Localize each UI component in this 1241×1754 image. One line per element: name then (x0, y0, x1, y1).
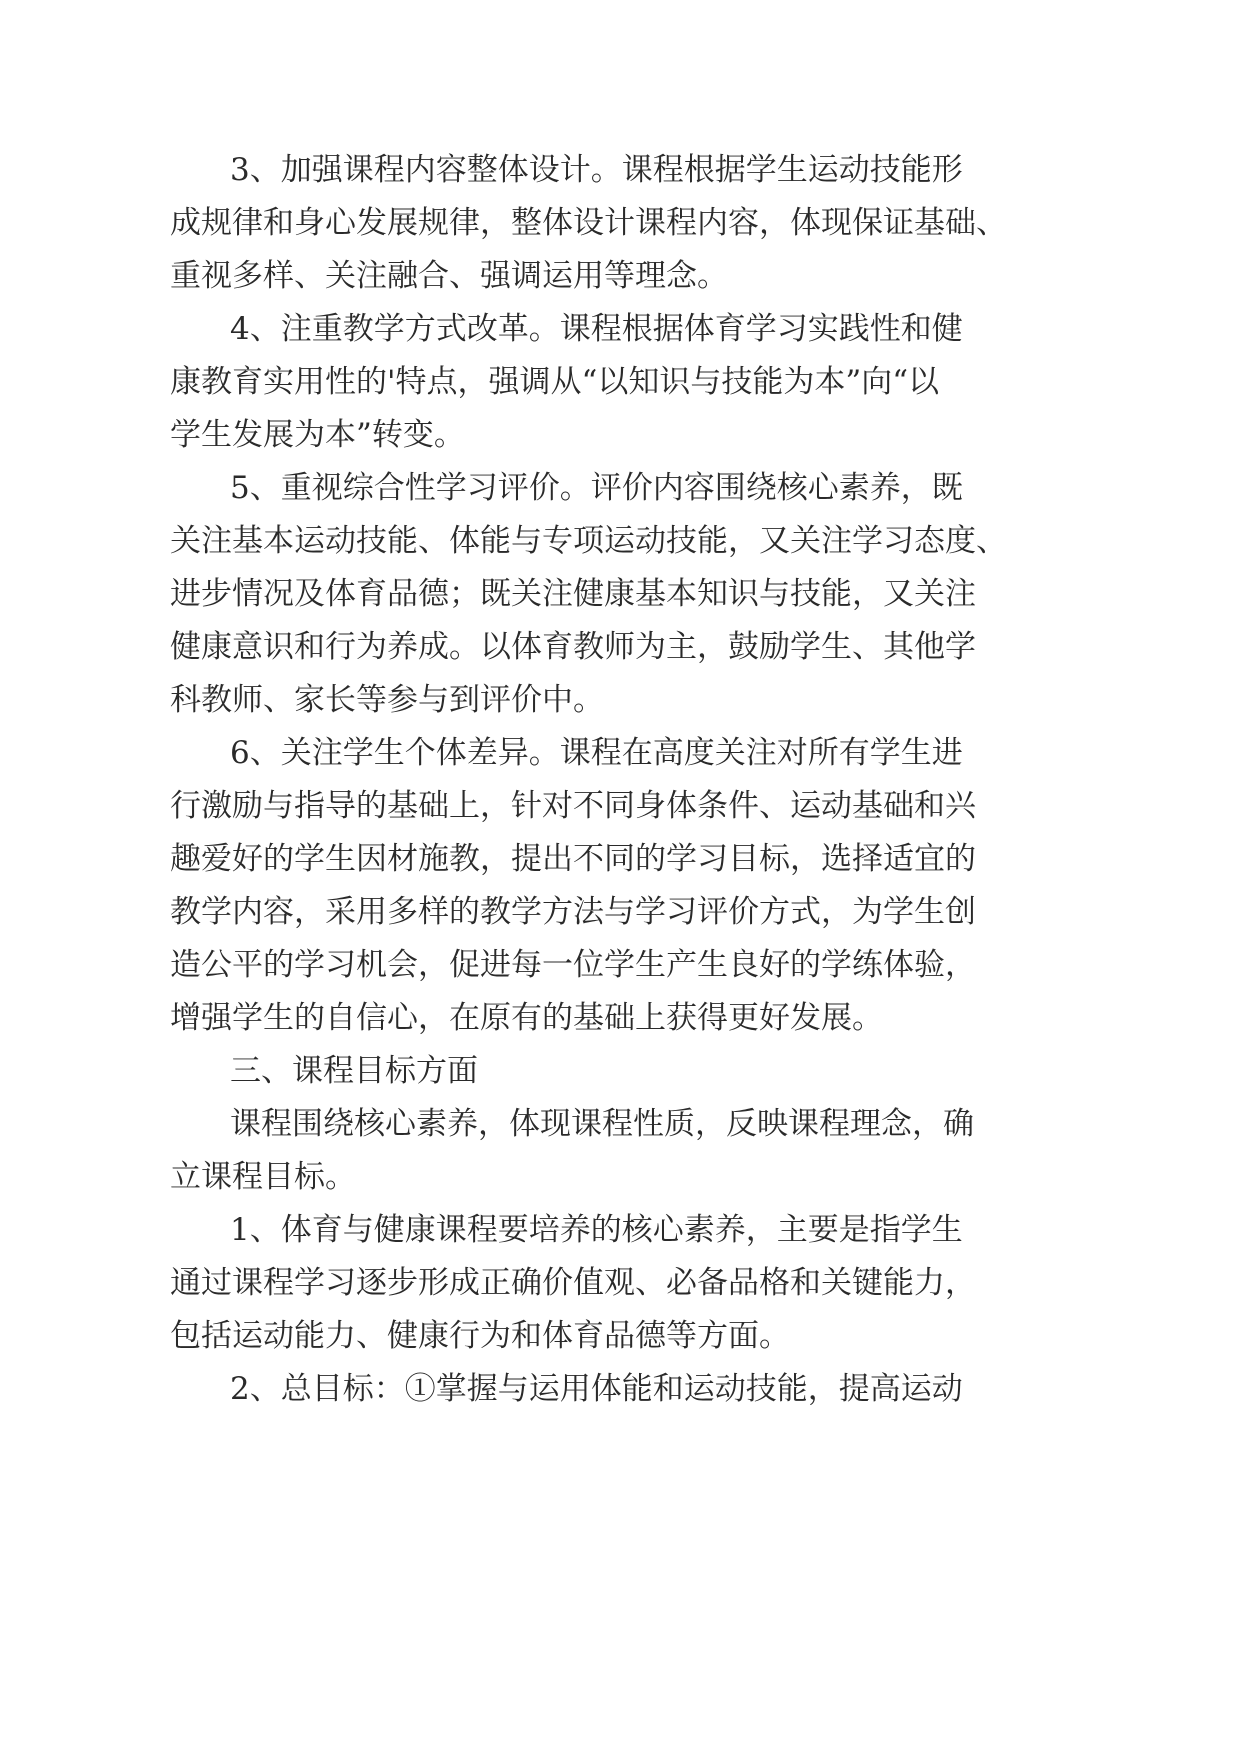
paragraph-3-line-3: 重视多样、关注融合、强调运用等理念。 (170, 258, 728, 294)
goal-1-line-1: 1、体育与健康课程要培养的核心素养，主要是指学生 (230, 1212, 963, 1248)
paragraph-4-line-3: 学生发展为本”转变。 (170, 417, 465, 453)
section-heading: 三、课程目标方面 (230, 1053, 478, 1089)
goal-1-line-3: 包括运动能力、健康行为和体育品德等方面。 (170, 1318, 790, 1354)
paragraph-6-line-3: 趣爱好的学生因材施教，提出不同的学习目标，选择适宜的 (170, 841, 976, 877)
goal-2-line-1: 2、总目标：①掌握与运用体能和运动技能，提高运动 (230, 1371, 963, 1407)
paragraph-5-line-5: 科教师、家长等参与到评价中。 (170, 682, 604, 718)
paragraph-6-line-5: 造公平的学习机会，促进每一位学生产生良好的学练体验， (170, 947, 976, 983)
paragraph-4-line-2: 康教育实用性的'特点，强调从“以知识与技能为本”向“以 (170, 364, 940, 400)
intro-line-1: 课程围绕核心素养，体现课程性质，反映课程理念，确 (230, 1106, 974, 1142)
paragraph-6-line-2: 行激励与指导的基础上，针对不同身体条件、运动基础和兴 (170, 788, 976, 824)
paragraph-6-line-1: 6、关注学生个体差异。课程在高度关注对所有学生进 (230, 735, 963, 771)
paragraph-5-line-4: 健康意识和行为养成。以体育教师为主，鼓励学生、其他学 (170, 629, 976, 665)
paragraph-6-line-4: 教学内容，采用多样的教学方法与学习评价方式，为学生创 (170, 894, 976, 930)
paragraph-5-line-1: 5、重视综合性学习评价。评价内容围绕核心素养，既 (230, 470, 963, 506)
intro-line-2: 立课程目标。 (170, 1159, 356, 1195)
paragraph-6-line-6: 增强学生的自信心，在原有的基础上获得更好发展。 (170, 1000, 883, 1036)
goal-1-line-2: 通过课程学习逐步形成正确价值观、必备品格和关键能力， (170, 1265, 976, 1301)
paragraph-5-line-2: 关注基本运动技能、体能与专项运动技能，又关注学习态度、 (170, 523, 1007, 559)
paragraph-3-line-1: 3、加强课程内容整体设计。课程根据学生运动技能形 (230, 152, 963, 188)
paragraph-4-line-1: 4、注重教学方式改革。课程根据体育学习实践性和健 (230, 311, 963, 347)
paragraph-5-line-3: 进步情况及体育品德；既关注健康基本知识与技能，又关注 (170, 576, 976, 612)
paragraph-3-line-2: 成规律和身心发展规律，整体设计课程内容，体现保证基础、 (170, 205, 1007, 241)
